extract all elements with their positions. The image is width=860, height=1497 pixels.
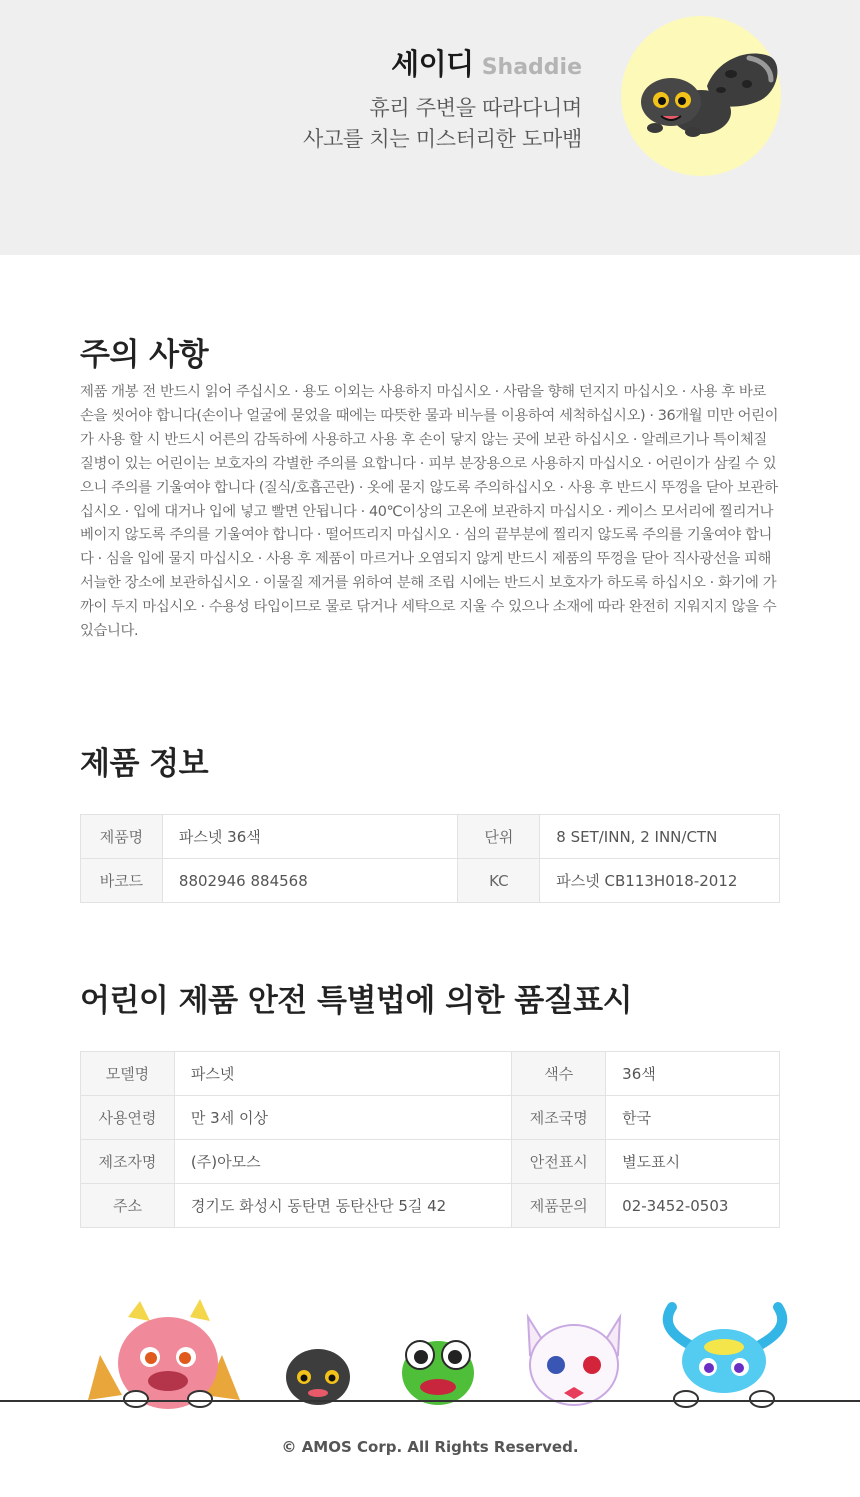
lizard-character-icon	[286, 1349, 350, 1405]
table-label: 주소	[81, 1184, 175, 1228]
table-value: 별도표시	[606, 1140, 780, 1184]
quality-label-table	[80, 1051, 780, 1228]
table-value: 8802946 884568	[162, 859, 457, 903]
table-row	[81, 1096, 780, 1140]
table-value: 파스넷	[174, 1052, 511, 1096]
table-label: 안전표시	[512, 1140, 606, 1184]
table-label: 바코드	[81, 859, 163, 903]
character-description-line: 사고를 치는 미스터리한 도마뱀	[303, 127, 582, 151]
table-label: 제조자명	[81, 1140, 175, 1184]
white-cat-character-icon	[528, 1317, 620, 1405]
table-value: 파스넷 CB113H018-2012	[540, 859, 780, 903]
table-row	[81, 859, 780, 903]
character-description	[303, 93, 582, 155]
pink-dragon-character-icon	[88, 1299, 240, 1409]
caution-text: 제품 개봉 전 반드시 읽어 주십시오 · 용도 이외는 사용하지 마십시오 · 사람을 향해 던지지 마십시오 · 사용 후 바로 손을 씻어야 합니다(손이나 얼굴에 묻었을 때에는 따뜻한 물과 비누를 이용하여 세척하십시오) · 36개월 미만 어린이가 사용 할 시 반드시 어른의 감독하에 사용하고 사용 후 손이 닿지 않는 곳에 보관 하십시오 · 알레르기나 특이체질 질병이 있는 어린이는 보호자의 각별한 주의를 요합니다 · 피부 분장용으로 사용하지 마십시오 · 어린이가 삼킬 수 있으니 주의를 기울여야 합니다 (질식/호흡곤란) · 옷에 묻지 않도록 주의하십시오 · 사용 후 반드시 뚜껑을 닫아 보관하십시오 · 입에 대거나 입에 넣고 빨면 안됩니다 · 40℃이상의 고온에 보관하지 마십시오 · 케이스 모서리에 찔리거나 베이지 않도록 주의를 기울여야 합니다 · 떨어뜨리지 마십시오 · 심의 끝부분에 찔리지 않도록 주의를 기울여야 합니다 · 심을 입에 물지 마십시오 · 사용 후 제품이 마르거나 오염되지 않게 반드시 제품의 뚜껑을 닫아 직사광선을 피해 서늘한 장소에 보관하십시오 · 이물질 제거를 위하여 분해 조립 시에는 반드시 보호자가 하도록 하십시오 · 화기에 가까이 두지 마십시오 · 수용성 타입이므로 물로 닦거나 세탁으로 지울 수 있으나 소재에 따라 완전히 지워지지 않을 수 있습니다.	[80, 384, 779, 640]
table-label: 제품명	[81, 815, 163, 859]
caution-section-title: 주의 사항	[80, 337, 209, 373]
table-label: 색수	[512, 1052, 606, 1096]
lizard-character-icon	[621, 16, 781, 176]
table-value: 36색	[606, 1052, 780, 1096]
quality-label-title: 어린이 제품 안전 특별법에 의한 품질표시	[80, 983, 633, 1019]
table-value: (주)아모스	[174, 1140, 511, 1184]
character-portrait	[621, 16, 781, 176]
copyright-notice: © AMOS Corp. All Rights Reserved.	[281, 1438, 579, 1456]
table-label: 모델명	[81, 1052, 175, 1096]
product-info-title: 제품 정보	[80, 746, 209, 782]
character-intro	[303, 42, 582, 155]
table-value: 파스넷 36색	[162, 815, 457, 859]
frog-character-icon	[402, 1341, 474, 1405]
table-label: 단위	[458, 815, 540, 859]
character-name-english: Shaddie	[481, 55, 582, 80]
table-row	[81, 1140, 780, 1184]
character-name	[303, 42, 582, 83]
product-info-table	[80, 814, 780, 903]
character-description-line: 휴리 주변을 따라다니며	[369, 96, 582, 120]
table-label: KC	[458, 859, 540, 903]
ground-line	[0, 1400, 860, 1402]
table-row	[81, 1052, 780, 1096]
table-label: 제품문의	[512, 1184, 606, 1228]
table-value: 8 SET/INN, 2 INN/CTN	[540, 815, 780, 859]
blue-creature-character-icon	[668, 1307, 782, 1407]
table-row	[81, 1184, 780, 1228]
table-value: 만 3세 이상	[174, 1096, 511, 1140]
table-row	[81, 815, 780, 859]
character-name-korean: 세이디	[391, 47, 474, 81]
character-hero	[0, 0, 860, 255]
table-label: 제조국명	[512, 1096, 606, 1140]
table-value: 경기도 화성시 동탄면 동탄산단 5길 42	[174, 1184, 511, 1228]
table-value: 02-3452-0503	[606, 1184, 780, 1228]
table-value: 한국	[606, 1096, 780, 1140]
table-label: 사용연령	[81, 1096, 175, 1140]
